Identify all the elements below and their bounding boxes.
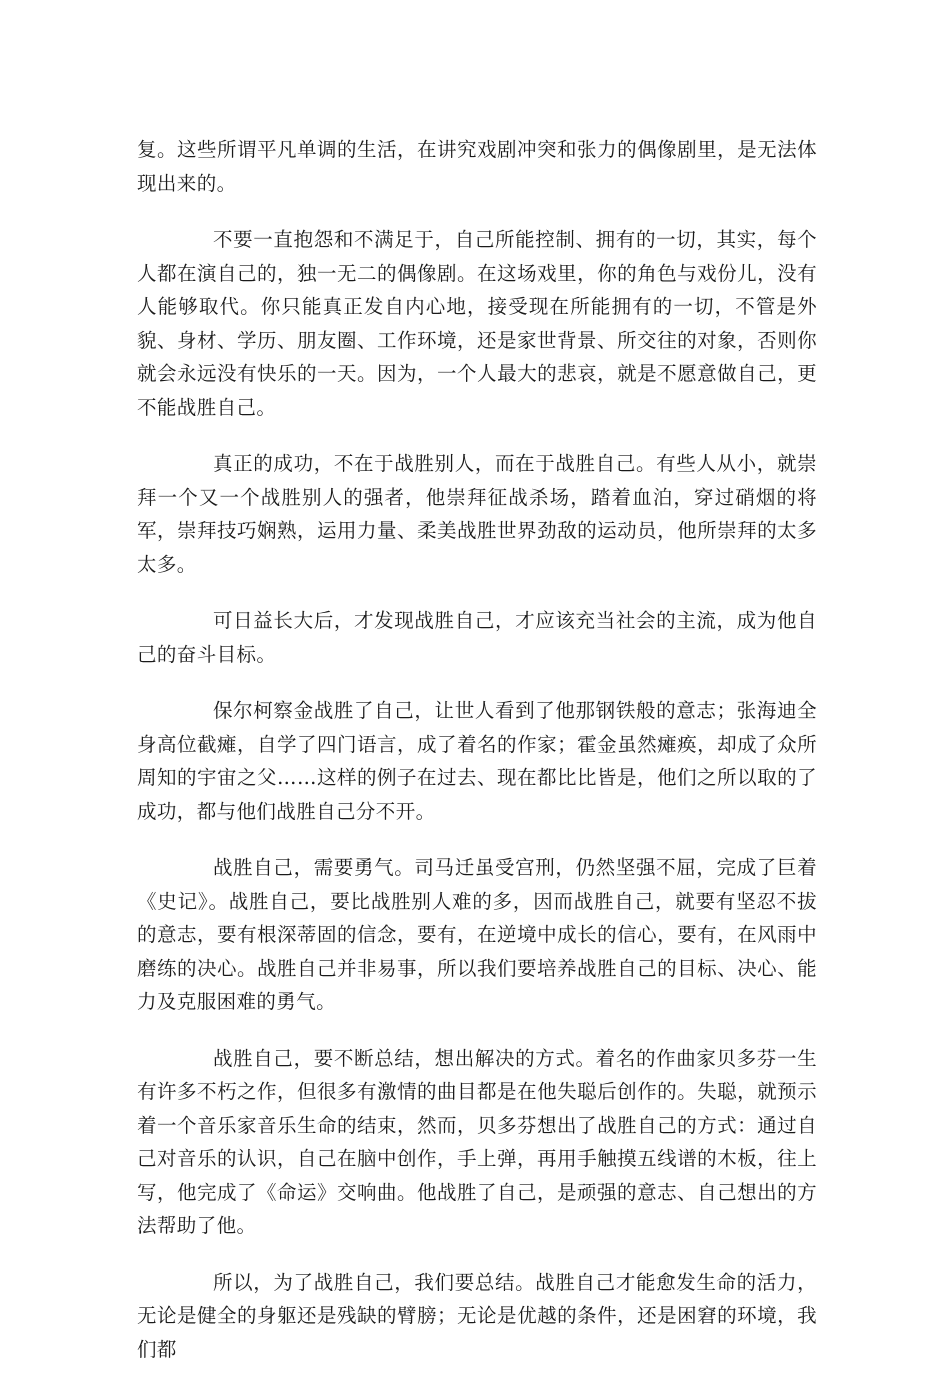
body-text (137, 133, 817, 1389)
paragraph-3: 真正的成功，不在于战胜别人，而在于战胜自己。有些人从小，就崇拜一个又一个战胜别人的强者，他崇拜征战杀场，踏着血泊，穿过硝烟的将军，崇拜技巧娴熟，运用力量、柔美战胜世界劲敌的运动员，他所崇拜的太多太多。 (137, 452, 817, 576)
paragraph-5: 保尔柯察金战胜了自己，让世人看到了他那钢铁般的意志；张海迪全身高位截瘫，自学了四门语言，成了着名的作家；霍金虽然瘫痪，却成了众所周知的宇宙之父……这样的例子在过去、现在都比比皆是，他们之所以取的了成功，都与他们战胜自己分不开。 (137, 699, 818, 823)
paragraph-4: 可日益长大后，才发现战胜自己，才应该充当社会的主流，成为他自己的奋斗目标。 (137, 609, 817, 666)
paragraph-7: 战胜自己，要不断总结，想出解决的方式。着名的作曲家贝多芬一生有许多不朽之作，但很多有激情的曲目都是在他失聪后创作的。失聪，就预示着一个音乐家音乐生命的结束，然而，贝多芬想出了战胜自己的方式：通过自己对音乐的认识，自己在脑中创作，手上弹，再用手触摸五线谱的木板，往上写，他完成了《命运》交响曲。他战胜了自己，是顽强的意志、自己想出的方法帮助了他。 (137, 1046, 818, 1237)
paragraph-1: 复。这些所谓平凡单调的生活，在讲究戏剧冲突和张力的偶像剧里，是无法体现出来的。 (137, 138, 817, 195)
paragraph-2: 不要一直抱怨和不满足于，自己所能控制、拥有的一切，其实，每个人都在演自己的，独一无二的偶像剧。在这场戏里，你的角色与戏份儿，没有人能够取代。你只能真正发自内心地，接受现在所能拥有的一切，不管是外貌、身材、学历、朋友圈、工作环境，还是家世背景、所交往的对象，否则你就会永远没有快乐的一天。因为，一个人最大的悲哀，就是不愿意做自己，更不能战胜自己。 (137, 228, 818, 419)
paragraph-8: 所以，为了战胜自己，我们要总结。战胜自己才能愈发生命的活力，无论是健全的身躯还是残缺的臂膀；无论是优越的条件，还是困窘的环境，我们都 (137, 1270, 818, 1361)
paragraph-6: 战胜自己，需要勇气。司马迁虽受宫刑，仍然坚强不屈，完成了巨着《史记》。战胜自己，要比战胜别人难的多，因而战胜自己，就要有坚忍不拔的意志，要有根深蒂固的信念，要有，在逆境中成长的信心，要有，在风雨中磨练的决心。战胜自己并非易事，所以我们要培养战胜自己的目标、决心、能力及克服困难的勇气。 (137, 856, 818, 1013)
